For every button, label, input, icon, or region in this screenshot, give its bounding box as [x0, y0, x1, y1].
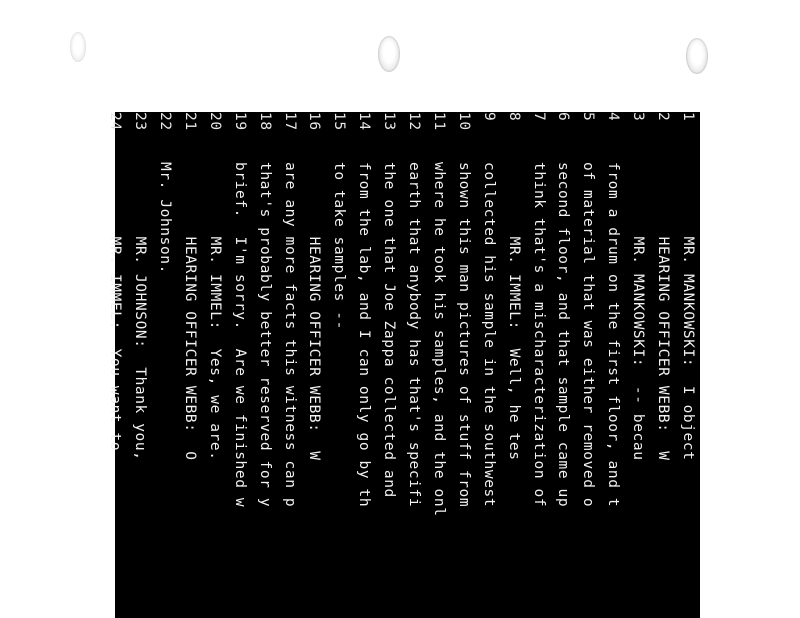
line-text: where he took his samples, and the onl	[431, 162, 447, 517]
transcript-line	[302, 112, 327, 461]
transcript-line	[501, 112, 526, 461]
line-number: 20	[206, 112, 223, 131]
punch-hole-left	[70, 32, 86, 62]
transcript-line	[351, 112, 376, 507]
line-text: are any more facts this witness can p	[281, 162, 298, 508]
transcript-panel	[107, 112, 700, 618]
line-number: 19	[231, 112, 248, 131]
line-text: that's probably better reserved for y	[256, 162, 273, 508]
transcript-line	[650, 112, 675, 461]
line-number: 17	[281, 112, 298, 131]
line-text: MR. IMMEL: You want to	[107, 162, 124, 452]
line-number: 3	[630, 112, 647, 122]
transcript-lines	[107, 112, 700, 618]
line-text: Mr. Johnson.	[157, 162, 174, 274]
line-number: 15	[331, 112, 348, 131]
transcript-line	[551, 112, 576, 507]
line-number: 14	[356, 112, 373, 131]
line-number: 1	[680, 112, 696, 122]
line-text: HEARING OFFICER WEBB: W	[306, 162, 323, 461]
line-text: MR. JOHNSON: Thank you,	[132, 162, 149, 461]
transcript-line	[177, 112, 202, 461]
line-number: 11	[431, 112, 447, 131]
line-number: 2	[655, 112, 672, 122]
line-number: 10	[455, 112, 472, 131]
line-number: 9	[480, 112, 497, 122]
transcript-line	[476, 112, 501, 507]
transcript-line	[227, 112, 252, 507]
line-text: the one that Joe Zappa collected and	[381, 162, 398, 498]
line-text: think that's a mischaracterization of	[530, 162, 547, 508]
line-text: HEARING OFFICER WEBB: W	[655, 162, 672, 461]
line-number: 18	[256, 112, 273, 131]
transcript-line	[376, 112, 401, 498]
line-text: MR. IMMEL: Well, he tes	[505, 162, 522, 461]
line-number: 4	[605, 112, 622, 122]
transcript-line	[252, 112, 277, 507]
line-number: 22	[157, 112, 174, 131]
line-text: MR. IMMEL: Yes, we are.	[206, 162, 223, 461]
line-text: shown this man pictures of stuff from	[455, 162, 472, 508]
transcript-line	[526, 112, 551, 507]
line-text: brief. I'm sorry. Are we finished w	[231, 162, 248, 508]
line-number: 5	[580, 112, 597, 122]
transcript-line	[202, 112, 227, 461]
transcript-line	[625, 112, 650, 461]
line-text: earth that anybody has that's specifi	[406, 162, 423, 508]
transcript-line	[277, 112, 302, 507]
transcript-line	[401, 112, 426, 507]
transcript-line	[152, 112, 177, 274]
line-text: HEARING OFFICER WEBB: O	[182, 162, 198, 461]
line-text: collected his sample in the southwest	[480, 162, 497, 508]
line-number: 12	[406, 112, 423, 131]
line-number: 13	[381, 112, 398, 131]
line-text: from a drum on the first floor, and t	[605, 162, 622, 508]
line-number: 6	[555, 112, 572, 122]
transcript-line	[326, 112, 351, 330]
transcript-line	[600, 112, 625, 507]
transcript-line	[575, 112, 600, 507]
line-number: 21	[182, 112, 198, 131]
line-text: from the lab, and I can only go by th	[356, 162, 373, 508]
line-text: MR. MANKOWSKI: -- becau	[630, 162, 647, 461]
line-number: 7	[530, 112, 547, 122]
punch-hole-right	[686, 38, 708, 74]
line-number: 24	[107, 112, 124, 131]
line-number: 23	[132, 112, 149, 131]
transcript-line	[426, 112, 451, 517]
transcript-line	[675, 112, 700, 461]
transcript-line	[127, 112, 152, 461]
transcript-line	[451, 112, 476, 507]
transcript-line	[102, 112, 127, 451]
line-number: 16	[306, 112, 323, 131]
punch-hole-center	[378, 36, 400, 72]
line-text: MR. MANKOWSKI: I object	[680, 162, 696, 461]
line-text: to take samples --	[331, 162, 348, 330]
line-number: 8	[505, 112, 522, 122]
line-text: of material that was either removed o	[580, 162, 597, 508]
line-text: second floor, and that sample came up	[555, 162, 572, 508]
